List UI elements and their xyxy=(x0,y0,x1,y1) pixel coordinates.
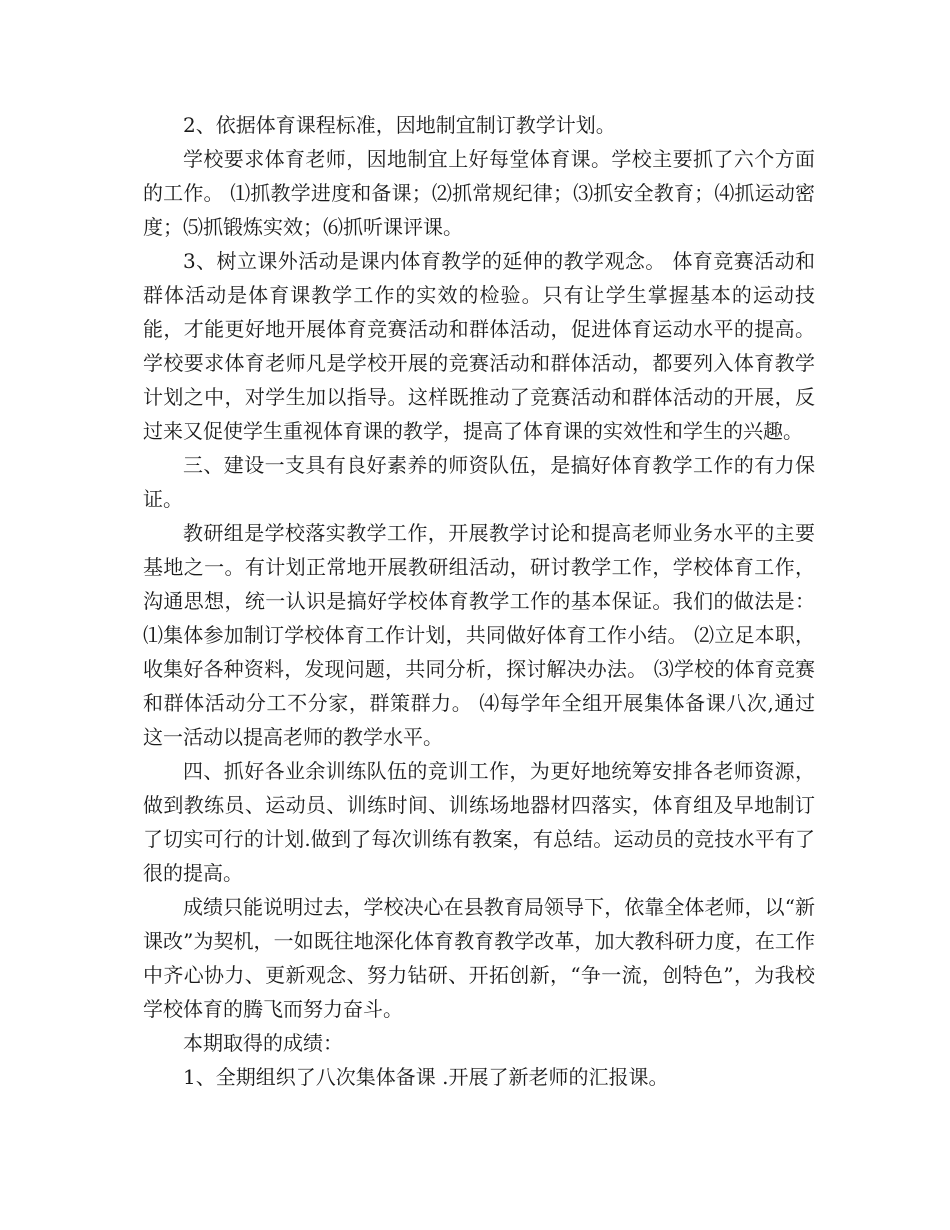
document-body xyxy=(143,108,815,1094)
paragraph-7: 成绩只能说明过去，学校决心在县教育局领导下，依靠全体老师，以“新课改”为契机，一如既往地深化体育教育教学改革，加大教科研力度，在工作中齐心协力、更新观念、努力钻研、开拓创新，“争一流，创特色”，为我校学校体育的腾飞而努力奋斗。 xyxy=(143,895,815,1021)
paragraph-1: 2、依据体育课程标准，因地制宜制订教学计划。 xyxy=(183,113,616,137)
paragraph-6: 四、抓好各业余训练队伍的竞训工作，为更好地统筹安排各老师资源，做到教练员、运动员、训练时间、训练场地器材四落实，体育组及早地制订了切实可行的计划.做到了每次训练有教案，有总结。运动员的竞技水平有了很的提高。 xyxy=(143,759,815,885)
paragraph-4: 三、建设一支具有良好素养的师资队伍，是搞好体育教学工作的有力保证。 xyxy=(143,453,815,511)
paragraph-9: 1、全期组织了八次集体备课 .开展了新老师的汇报课。 xyxy=(183,1065,669,1089)
paragraph-8: 本期取得的成绩： xyxy=(183,1031,343,1055)
paragraph-5: 教研组是学校落实教学工作，开展教学讨论和提高老师业务水平的主要基地之一。有计划正常地开展教研组活动，研讨教学工作，学校体育工作，沟通思想，统一认识是搞好学校体育教学工作的基本保证。我们的做法是： ⑴集体参加制订学校体育工作计划，共同做好体育工作小结。 ⑵立足本职，收集好各种资料，发现问题，共同分析，探讨解决办法。 ⑶学校的体育竞赛和群体活动分工不分家，群策群力。 ⑷每学年全组开展集体备课八次,通过这一活动以提高老师的教学水平。 xyxy=(143,521,815,749)
paragraph-2: 学校要求体育老师，因地制宜上好每堂体育课。学校主要抓了六个方面的工作。 ⑴抓教学进度和备课；⑵抓常规纪律；⑶抓安全教育；⑷抓运动密度；⑸抓锻炼实效；⑹抓听课评课。 xyxy=(143,147,815,239)
paragraph-3: 3、树立课外活动是课内体育教学的延伸的教学观念。 体育竞赛活动和群体活动是体育课教学工作的实效的检验。只有让学生掌握基本的运动技能，才能更好地开展体育竞赛活动和群体活动，促进体育运动水平的提高。学校要求体育老师凡是学校开展的竞赛活动和群体活动，都要列入体育教学计划之中，对学生加以指导。这样既推动了竞赛活动和群体活动的开展，反过来又促使学生重视体育课的教学，提高了体育课的实效性和学生的兴趣。 xyxy=(143,249,815,443)
